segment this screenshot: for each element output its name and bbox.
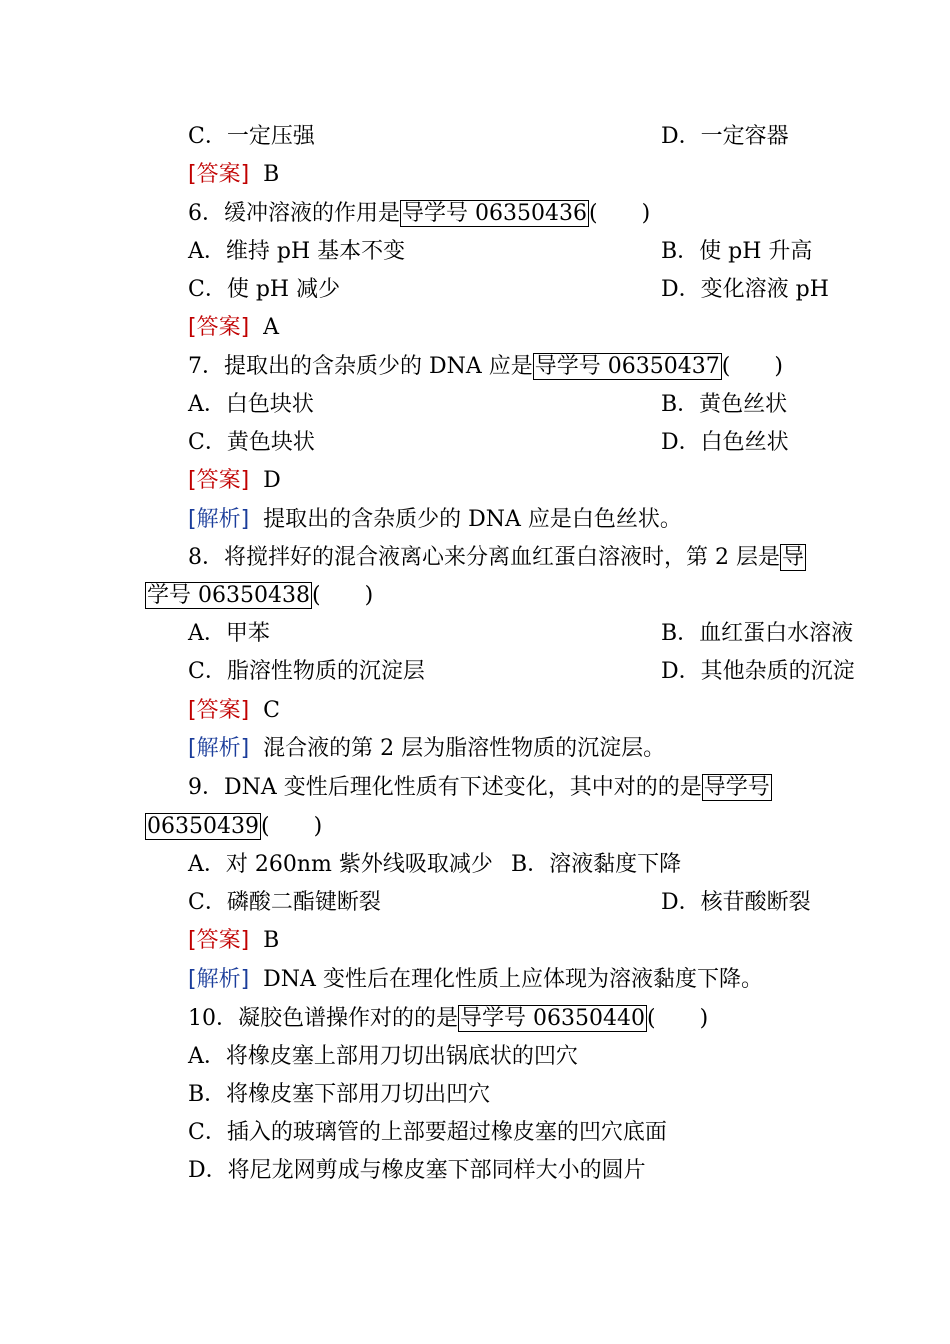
q7-option-d: D．白色丝状	[661, 430, 789, 455]
answer-tag: [答案]	[188, 928, 250, 953]
q9-options-ab	[188, 851, 682, 879]
analysis-tag: [解析]	[188, 507, 250, 532]
q6-options-cd	[188, 276, 829, 304]
question-text: 6．缓冲溶液的作用是	[188, 201, 400, 226]
analysis-text: 混合液的第 2 层为脂溶性物质的沉淀层。	[263, 736, 666, 761]
q9-stem	[188, 774, 772, 802]
q6-option-c: C．使 pH 减少	[188, 277, 341, 302]
question-ref-box-part1: 导	[781, 545, 804, 570]
q6-stem	[188, 200, 650, 228]
analysis-text: 提取出的含杂质少的 DNA 应是白色丝状。	[263, 507, 682, 532]
q8-stem-cont	[145, 582, 373, 610]
q9-option-b: B．溶液黏度下降	[511, 852, 682, 877]
q9-stem-cont	[145, 813, 322, 841]
q7-option-a: A．白色块状	[188, 392, 314, 417]
q6-answer	[188, 314, 279, 342]
question-text: 8．将搅拌好的混合液离心来分离血红蛋白溶液时，第 2 层是	[188, 545, 780, 570]
question-text: 9．DNA 变性后理化性质有下述变化，其中对的的是	[188, 775, 702, 800]
q7-option-c: C．黄色块状	[188, 430, 315, 455]
answer-value: B	[263, 928, 280, 953]
answer-paren: ( )	[721, 354, 783, 379]
q8-answer	[188, 697, 280, 725]
q9-answer	[188, 927, 279, 955]
q8-option-d: D．其他杂质的沉淀	[661, 659, 855, 684]
question-text: 10．凝胶色谱操作对的的是	[188, 1006, 458, 1031]
analysis-tag: [解析]	[188, 736, 250, 761]
answer-value: A	[263, 315, 280, 340]
q6-option-b: B．使 pH 升高	[661, 239, 813, 264]
q6-option-a: A．维持 pH 基本不变	[188, 239, 406, 264]
q8-option-b: B．血红蛋白水溶液	[661, 621, 854, 646]
answer-value: D	[263, 468, 281, 493]
q9-options-cd	[188, 889, 811, 917]
q8-option-a: A．甲苯	[188, 621, 270, 646]
question-ref-box-part1: 导学号	[703, 775, 770, 800]
q10-stem	[188, 1005, 708, 1033]
answer-paren: ( )	[588, 201, 651, 226]
q8-options-cd	[188, 658, 855, 686]
question-ref-box: 导学号 06350437	[534, 354, 720, 379]
q5-options-cd	[188, 123, 789, 151]
answer-value: C	[263, 698, 281, 723]
q9-option-c: C．磷酸二酯键断裂	[188, 890, 381, 915]
answer-tag: [答案]	[188, 698, 250, 723]
q8-stem	[188, 544, 806, 572]
q8-analysis	[188, 735, 665, 763]
answer-tag: [答案]	[188, 468, 250, 493]
answer-tag: [答案]	[188, 162, 250, 187]
question-ref-box-part2: 06350439	[147, 814, 259, 839]
q5-option-c: C．一定压强	[188, 124, 315, 149]
q6-option-d: D．变化溶液 pH	[661, 277, 829, 302]
q5-option-d: D．一定容器	[661, 124, 789, 149]
answer-paren: ( )	[260, 814, 323, 839]
q9-option-d: D．核苷酸断裂	[661, 890, 811, 915]
answer-paren: ( )	[311, 583, 374, 608]
q10-option-d: D．将尼龙网剪成与橡皮塞下部同样大小的圆片	[188, 1158, 646, 1183]
q8-options-ab	[188, 620, 854, 648]
q9-analysis	[188, 966, 763, 994]
question-text: 7．提取出的含杂质少的 DNA 应是	[188, 354, 533, 379]
q10-option-a: A．将橡皮塞上部用刀切出锅底状的凹穴	[188, 1044, 578, 1069]
q6-options-ab	[188, 238, 813, 266]
analysis-text: DNA 变性后在理化性质上应体现为溶液黏度下降。	[263, 967, 763, 992]
answer-paren: ( )	[646, 1006, 709, 1031]
question-ref-box: 导学号 06350436	[402, 201, 587, 226]
answer-value: B	[263, 162, 280, 187]
question-ref-box-part2: 学号 06350438	[147, 583, 310, 608]
q9-option-a: A．对 260nm 紫外线吸取减少	[188, 852, 493, 877]
q10-option-c: C．插入的玻璃管的上部要超过橡皮塞的凹穴底面	[188, 1120, 667, 1145]
analysis-tag: [解析]	[188, 967, 250, 992]
q7-options-ab	[188, 391, 788, 419]
q7-options-cd	[188, 429, 789, 457]
q7-analysis	[188, 506, 682, 534]
q7-answer	[188, 467, 281, 495]
question-ref-box: 导学号 06350440	[460, 1006, 645, 1031]
q5-answer	[188, 161, 279, 189]
q10-option-b: B．将橡皮塞下部用刀切出凹穴	[188, 1082, 491, 1107]
q7-stem	[188, 353, 783, 381]
q8-option-c: C．脂溶性物质的沉淀层	[188, 659, 425, 684]
q7-option-b: B．黄色丝状	[661, 392, 788, 417]
answer-tag: [答案]	[188, 315, 250, 340]
